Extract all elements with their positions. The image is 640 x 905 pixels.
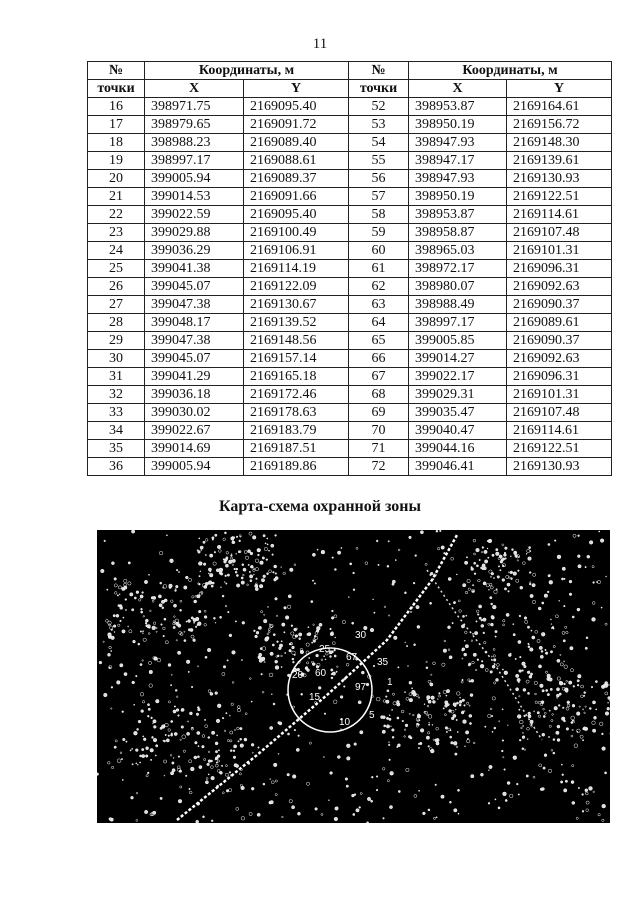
x-value-cell: 399030.02 xyxy=(145,404,244,422)
y-value-cell: 2169107.48 xyxy=(507,224,612,242)
point-num-cell: 32 xyxy=(88,386,145,404)
point-num-cell: 31 xyxy=(88,368,145,386)
x-value-cell: 398997.17 xyxy=(145,152,244,170)
point-num-cell: 62 xyxy=(349,278,409,296)
y-value-cell: 2169090.37 xyxy=(507,296,612,314)
y-value-cell: 2169114.19 xyxy=(244,260,349,278)
map-point-label: 20 xyxy=(292,670,304,681)
table-row xyxy=(88,386,612,404)
x-value-cell: 399048.17 xyxy=(145,314,244,332)
point-num-cell: 55 xyxy=(349,152,409,170)
x-value-cell: 399044.16 xyxy=(409,440,507,458)
point-num-cell: 64 xyxy=(349,314,409,332)
x-value-cell: 399014.69 xyxy=(145,440,244,458)
table-row xyxy=(88,404,612,422)
header-y-right: Y xyxy=(507,80,612,98)
x-value-cell: 398950.19 xyxy=(409,188,507,206)
x-value-cell: 398971.75 xyxy=(145,98,244,116)
table-row xyxy=(88,242,612,260)
x-value-cell: 398958.87 xyxy=(409,224,507,242)
y-value-cell: 2169096.31 xyxy=(507,368,612,386)
x-value-cell: 399029.31 xyxy=(409,386,507,404)
point-num-cell: 28 xyxy=(88,314,145,332)
y-value-cell: 2169088.61 xyxy=(244,152,349,170)
table-row xyxy=(88,260,612,278)
x-value-cell: 399035.47 xyxy=(409,404,507,422)
table-row xyxy=(88,350,612,368)
point-num-cell: 57 xyxy=(349,188,409,206)
point-num-cell: 58 xyxy=(349,206,409,224)
y-value-cell: 2169157.14 xyxy=(244,350,349,368)
map-point-label: 30 xyxy=(355,630,367,641)
x-value-cell: 399014.53 xyxy=(145,188,244,206)
table-row xyxy=(88,98,612,116)
point-num-cell: 52 xyxy=(349,98,409,116)
header-coords-left: Координаты, м xyxy=(145,62,349,80)
point-num-cell: 23 xyxy=(88,224,145,242)
point-num-cell: 25 xyxy=(88,260,145,278)
point-num-cell: 67 xyxy=(349,368,409,386)
point-num-cell: 18 xyxy=(88,134,145,152)
map-image xyxy=(97,530,610,823)
point-num-cell: 27 xyxy=(88,296,145,314)
y-value-cell: 2169187.51 xyxy=(244,440,349,458)
point-num-cell: 63 xyxy=(349,296,409,314)
x-value-cell: 399029.88 xyxy=(145,224,244,242)
header-num-right: № xyxy=(349,62,409,80)
y-value-cell: 2169130.67 xyxy=(244,296,349,314)
coordinates-table xyxy=(87,61,612,476)
point-num-cell: 54 xyxy=(349,134,409,152)
point-num-cell: 34 xyxy=(88,422,145,440)
header-x-right: X xyxy=(409,80,507,98)
y-value-cell: 2169183.79 xyxy=(244,422,349,440)
table-row xyxy=(88,188,612,206)
x-value-cell: 399040.47 xyxy=(409,422,507,440)
table-row xyxy=(88,458,612,476)
table-row xyxy=(88,368,612,386)
x-value-cell: 398997.17 xyxy=(409,314,507,332)
point-num-cell: 33 xyxy=(88,404,145,422)
y-value-cell: 2169122.09 xyxy=(244,278,349,296)
y-value-cell: 2169130.93 xyxy=(507,458,612,476)
x-value-cell: 399022.59 xyxy=(145,206,244,224)
x-value-cell: 399014.27 xyxy=(409,350,507,368)
x-value-cell: 398947.17 xyxy=(409,152,507,170)
x-value-cell: 398953.87 xyxy=(409,98,507,116)
map-title: Карта-схема охранной зоны xyxy=(218,498,422,515)
x-value-cell: 398988.23 xyxy=(145,134,244,152)
y-value-cell: 2169095.40 xyxy=(244,98,349,116)
protection-zone-map xyxy=(97,530,610,823)
table-body xyxy=(88,98,612,476)
map-point-label: 25 xyxy=(319,644,331,655)
table-row xyxy=(88,224,612,242)
point-num-cell: 16 xyxy=(88,98,145,116)
point-num-cell: 66 xyxy=(349,350,409,368)
page-number: 11 xyxy=(312,36,328,52)
point-num-cell: 61 xyxy=(349,260,409,278)
x-value-cell: 399005.94 xyxy=(145,170,244,188)
map-point-label: 97 xyxy=(355,682,367,693)
header-num-sub-left: точки xyxy=(88,80,145,98)
map-point-label: 60 xyxy=(315,668,327,679)
y-value-cell: 2169165.18 xyxy=(244,368,349,386)
point-num-cell: 69 xyxy=(349,404,409,422)
x-value-cell: 398950.19 xyxy=(409,116,507,134)
y-value-cell: 2169122.51 xyxy=(507,440,612,458)
map-point-label: 10 xyxy=(339,717,351,728)
point-num-cell: 20 xyxy=(88,170,145,188)
x-value-cell: 399022.17 xyxy=(409,368,507,386)
y-value-cell: 2169092.63 xyxy=(507,350,612,368)
table-row xyxy=(88,278,612,296)
map-point-label: 1 xyxy=(387,677,393,688)
table-row xyxy=(88,206,612,224)
y-value-cell: 2169091.66 xyxy=(244,188,349,206)
table-row xyxy=(88,134,612,152)
x-value-cell: 399005.94 xyxy=(145,458,244,476)
point-num-cell: 22 xyxy=(88,206,145,224)
y-value-cell: 2169100.49 xyxy=(244,224,349,242)
y-value-cell: 2169139.61 xyxy=(507,152,612,170)
y-value-cell: 2169189.86 xyxy=(244,458,349,476)
y-value-cell: 2169089.61 xyxy=(507,314,612,332)
point-num-cell: 17 xyxy=(88,116,145,134)
y-value-cell: 2169156.72 xyxy=(507,116,612,134)
header-coords-right: Координаты, м xyxy=(409,62,612,80)
y-value-cell: 2169091.72 xyxy=(244,116,349,134)
x-value-cell: 399036.29 xyxy=(145,242,244,260)
map-point-label: 5 xyxy=(369,710,375,721)
point-num-cell: 21 xyxy=(88,188,145,206)
x-value-cell: 399022.67 xyxy=(145,422,244,440)
x-value-cell: 399041.38 xyxy=(145,260,244,278)
point-num-cell: 65 xyxy=(349,332,409,350)
x-value-cell: 398947.93 xyxy=(409,134,507,152)
map-point-label: 15 xyxy=(309,692,321,703)
y-value-cell: 2169092.63 xyxy=(507,278,612,296)
y-value-cell: 2169095.40 xyxy=(244,206,349,224)
map-point-label: 35 xyxy=(377,657,389,668)
table-row xyxy=(88,152,612,170)
y-value-cell: 2169107.48 xyxy=(507,404,612,422)
x-value-cell: 398988.49 xyxy=(409,296,507,314)
point-num-cell: 53 xyxy=(349,116,409,134)
y-value-cell: 2169089.37 xyxy=(244,170,349,188)
point-num-cell: 35 xyxy=(88,440,145,458)
x-value-cell: 398980.07 xyxy=(409,278,507,296)
y-value-cell: 2169090.37 xyxy=(507,332,612,350)
x-value-cell: 398972.17 xyxy=(409,260,507,278)
header-y-left: Y xyxy=(244,80,349,98)
y-value-cell: 2169172.46 xyxy=(244,386,349,404)
header-x-left: X xyxy=(145,80,244,98)
y-value-cell: 2169122.51 xyxy=(507,188,612,206)
y-value-cell: 2169139.52 xyxy=(244,314,349,332)
y-value-cell: 2169148.56 xyxy=(244,332,349,350)
table-row xyxy=(88,440,612,458)
x-value-cell: 399005.85 xyxy=(409,332,507,350)
table-row xyxy=(88,296,612,314)
point-num-cell: 29 xyxy=(88,332,145,350)
y-value-cell: 2169114.61 xyxy=(507,422,612,440)
x-value-cell: 399036.18 xyxy=(145,386,244,404)
x-value-cell: 399047.38 xyxy=(145,332,244,350)
point-num-cell: 26 xyxy=(88,278,145,296)
x-value-cell: 398965.03 xyxy=(409,242,507,260)
table-row xyxy=(88,422,612,440)
point-num-cell: 24 xyxy=(88,242,145,260)
point-num-cell: 19 xyxy=(88,152,145,170)
x-value-cell: 399046.41 xyxy=(409,458,507,476)
y-value-cell: 2169106.91 xyxy=(244,242,349,260)
point-num-cell: 60 xyxy=(349,242,409,260)
x-value-cell: 399045.07 xyxy=(145,350,244,368)
point-num-cell: 71 xyxy=(349,440,409,458)
x-value-cell: 398953.87 xyxy=(409,206,507,224)
y-value-cell: 2169130.93 xyxy=(507,170,612,188)
y-value-cell: 2169178.63 xyxy=(244,404,349,422)
x-value-cell: 398947.93 xyxy=(409,170,507,188)
y-value-cell: 2169148.30 xyxy=(507,134,612,152)
y-value-cell: 2169164.61 xyxy=(507,98,612,116)
x-value-cell: 398979.65 xyxy=(145,116,244,134)
y-value-cell: 2169114.61 xyxy=(507,206,612,224)
x-value-cell: 399041.29 xyxy=(145,368,244,386)
point-num-cell: 72 xyxy=(349,458,409,476)
table-row xyxy=(88,116,612,134)
table-row xyxy=(88,314,612,332)
point-num-cell: 36 xyxy=(88,458,145,476)
point-num-cell: 70 xyxy=(349,422,409,440)
x-value-cell: 399045.07 xyxy=(145,278,244,296)
table-row xyxy=(88,170,612,188)
point-num-cell: 59 xyxy=(349,224,409,242)
point-num-cell: 68 xyxy=(349,386,409,404)
x-value-cell: 399047.38 xyxy=(145,296,244,314)
map-point-label: 67 xyxy=(346,652,358,663)
y-value-cell: 2169096.31 xyxy=(507,260,612,278)
y-value-cell: 2169089.40 xyxy=(244,134,349,152)
y-value-cell: 2169101.31 xyxy=(507,386,612,404)
y-value-cell: 2169101.31 xyxy=(507,242,612,260)
point-num-cell: 30 xyxy=(88,350,145,368)
header-num-left: № xyxy=(88,62,145,80)
header-num-sub-right: точки xyxy=(349,80,409,98)
table-row xyxy=(88,332,612,350)
point-num-cell: 56 xyxy=(349,170,409,188)
